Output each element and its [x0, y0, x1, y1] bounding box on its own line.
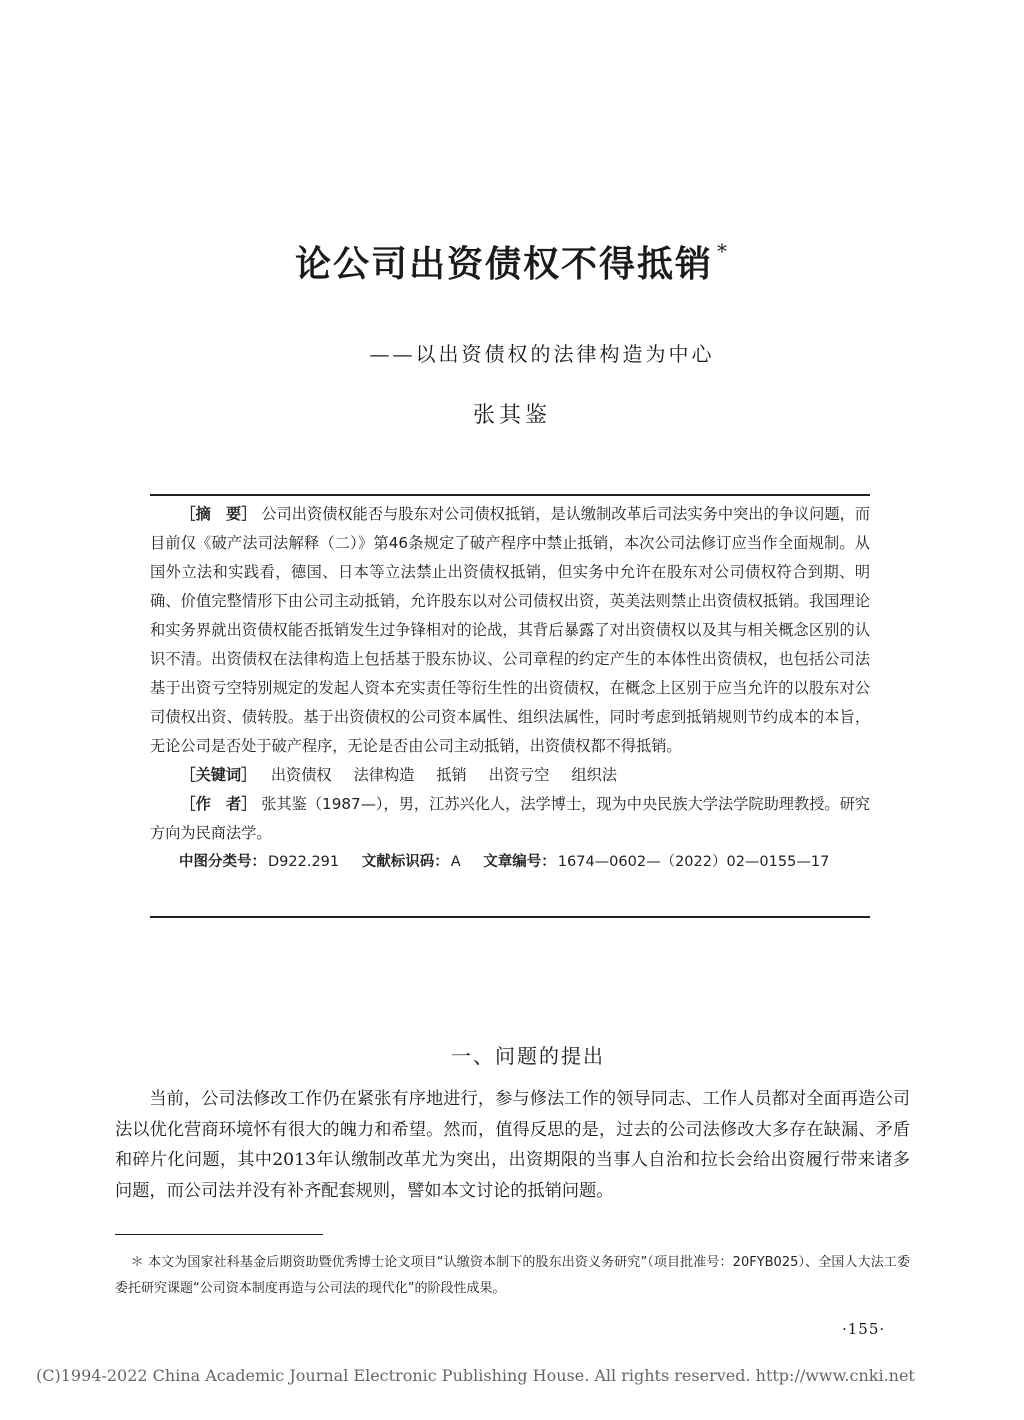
article-number-value: 1674—0602—（2022）02—0155—17 — [557, 854, 830, 870]
footnote: ＊ 本文为国家社科基金后期资助暨优秀博士论文项目“认缴资本制下的股东出资义务研究”（项目批准号：20FYB025）、全国人大法工委委托研究课题“公司资本制度再造与公司法的现代化”的阶段性成果。 — [115, 1255, 910, 1296]
title-footnote-mark: * — [717, 239, 729, 263]
doc-code-label: 文献标识码： — [361, 854, 449, 870]
keyword-item: 法律构造 — [353, 766, 415, 784]
keyword-item: 抵销 — [436, 766, 467, 784]
keywords-label: ［关键词］ — [180, 766, 257, 784]
abstract-bottom-rule — [150, 916, 870, 918]
author-info-line — [150, 790, 870, 848]
keyword-item: 组织法 — [571, 766, 617, 784]
clc-label: 中图分类号： — [179, 854, 266, 870]
copyright-watermark: (C)1994-2022 China Academic Journal Electronic Publishing House. All rights reserved. http://www.cnki.net — [36, 1366, 915, 1385]
keyword-item: 出资亏空 — [488, 766, 550, 784]
clc-value: D922.291 — [268, 854, 340, 870]
author-info-label: ［作 者］ — [180, 795, 257, 813]
abstract-paragraph — [150, 500, 870, 761]
footnote-rule — [115, 1234, 323, 1235]
page-number: ·155· — [842, 1320, 886, 1338]
keyword-item: 出资债权 — [270, 766, 332, 784]
abstract-top-rule — [150, 494, 870, 496]
author-info-text: 张其鉴（1987—），男，江苏兴化人，法学博士，现为中央民族大学法学院助理教授。研究方向为民商法学。 — [150, 795, 870, 842]
article-subtitle: ——以出资债权的法律构造为中心 — [369, 342, 715, 366]
classification-line — [150, 848, 870, 877]
abstract-block — [150, 500, 870, 877]
abstract-label: ［摘 要］ — [180, 505, 257, 523]
section-heading: 一、问题的提出 — [451, 1044, 605, 1068]
body-paragraph: 当前，公司法修改工作仍在紧张有序地进行，参与修法工作的领导同志、工作人员都对全面再造公司法以优化营商环境怀有很大的魄力和希望。然而，值得反思的是，过去的公司法修改大多存在缺漏、矛盾和碎片化问题，其中2013年认缴制改革尤为突出，出资期限的当事人自治和拉长会给出资履行带来诸多问题，而公司法并没有补齐配套规则，譬如本文讨论的抵销问题。 — [115, 1089, 910, 1201]
article-number-label: 文章编号： — [483, 854, 556, 870]
article-title — [0, 236, 1024, 287]
keywords-line — [150, 761, 870, 790]
body-text — [115, 1084, 910, 1206]
abstract-text: 公司出资债权能否与股东对公司债权抵销，是认缴制改革后司法实务中突出的争议问题，而目前仅《破产法司法解释（二）》第46条规定了破产程序中禁止抵销，本次公司法修订应当作全面规制。从国外立法和实践看，德国、日本等立法禁止出资债权抵销，但实务中允许在股东对公司债权符合到期、明确、价值完整情形下由公司主动抵销，允许股东以对公司债权出资，英美法则禁止出资债权抵销。我国理论和实务界就出资债权能否抵销发生过争锋相对的论战，其背后暴露了对出资债权以及其与相关概念区别的认识不清。出资债权在法律构造上包括基于股东协议、公司章程的约定产生的本体性出资债权，也包括公司法基于出资亏空特别规定的发起人资本充实责任等衍生性的出资债权，在概念上区别于应当允许的以股东对公司债权出资、债转股。基于出资债权的公司资本属性、组织法属性，同时考虑到抵销规则节约成本的本旨，无论公司是否处于破产程序，无论是否由公司主动抵销，出资债权都不得抵销。 — [150, 505, 871, 755]
doc-code-value: A — [450, 854, 461, 870]
article-author: 张其鉴 — [472, 403, 551, 428]
article-title-text: 论公司出资债权不得抵销 — [294, 243, 713, 285]
